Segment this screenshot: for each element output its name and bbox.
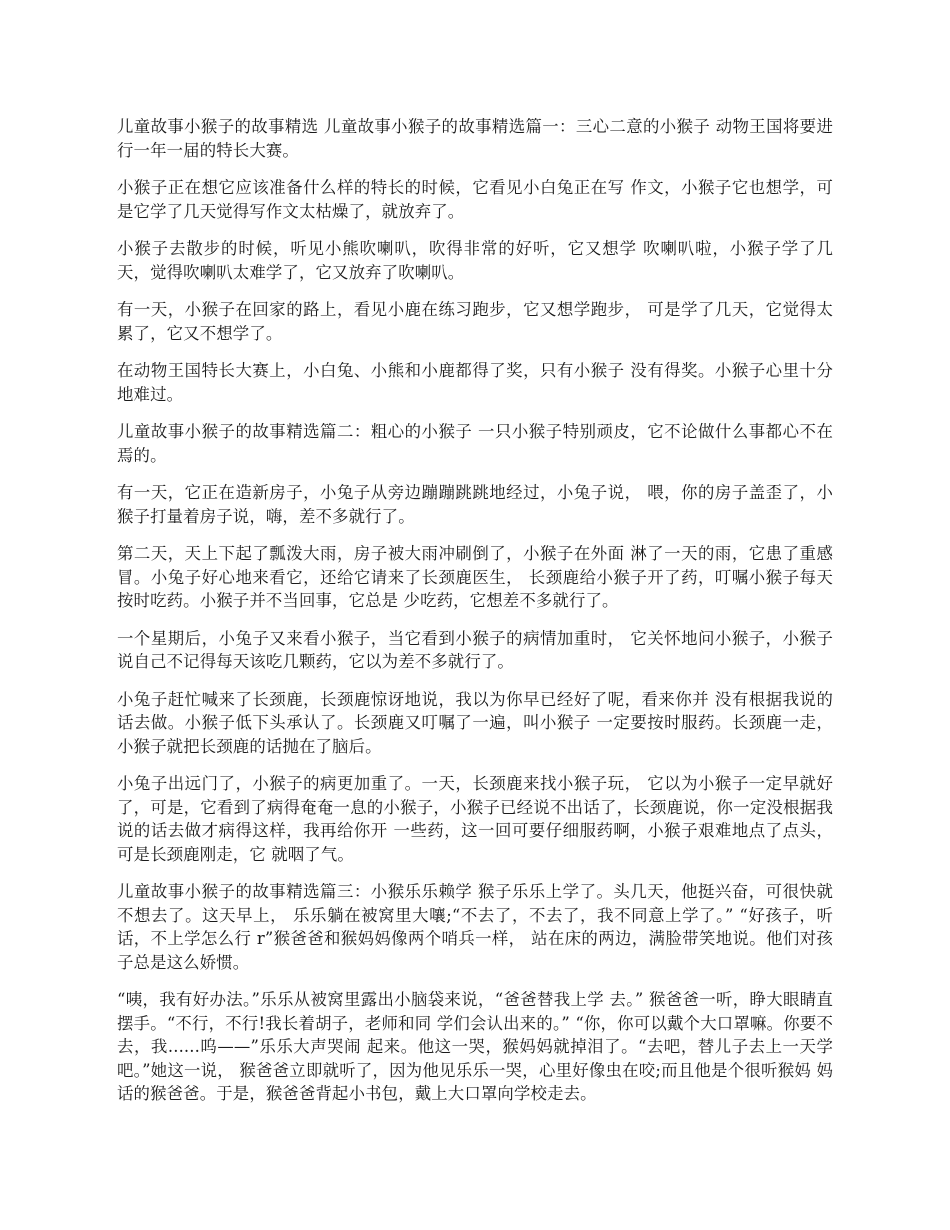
- paragraph-13: “咦，我有好办法。”乐乐从被窝里露出小脑袋来说，“爸爸替我上学 去。” 猴爸爸一听，睁大眼睛直摆手。“不行，不行!我长着胡子，老师和同 学们会认出来的。” “你，你可以戴个大口罩嘛。你要不去，我......呜——”乐乐大声哭闹 起来。他这一哭，猴妈妈就掉泪了。“去吧，替儿子去上一天学吧。”她这一说， 猴爸爸立即就听了，因为他见乐乐一哭，心里好像虫在咬;而且他是个很听猴妈 妈话的猴爸爸。于是，猴爸爸背起小书包，戴上大口罩向学校走去。: [117, 990, 833, 1103]
- paragraph-2: 小猴子正在想它应该准备什么样的特长的时候，它看见小白兔正在写 作文，小猴子它也想学，可是它学了几天觉得写作文太枯燥了，就放弃了。: [117, 178, 833, 221]
- paragraph-11: 小兔子出远门了，小猴子的病更加重了。一天，长颈鹿来找小猴子玩， 它以为小猴子一定早就好了，可是，它看到了病得奄奄一息的小猴子，小猴子已经说不出话了，长颈鹿说，你一定没根据我说的话去做才病得这样，我再给你开 一些药，这一回可要仔细服药啊，小猴子艰难地点了点头，可是长颈鹿刚走，它 就咽了气。: [117, 774, 833, 864]
- paragraph-9: 一个星期后，小兔子又来看小猴子，当它看到小猴子的病情加重时， 它关怀地问小猴子，小猴子说自己不记得每天该吃几颗药，它以为差不多就行了。: [117, 628, 833, 671]
- paragraph-3: 小猴子去散步的时候，听见小熊吹喇叭，吹得非常的好听，它又想学 吹喇叭啦，小猴子学了几天，觉得吹喇叭太难学了，它又放弃了吹喇叭。: [117, 239, 833, 282]
- document-body: [117, 115, 833, 1120]
- paragraph-10: 小兔子赶忙喊来了长颈鹿，长颈鹿惊讶地说，我以为你早已经好了呢，看来你并 没有根据我说的话去做。小猴子低下头承认了。长颈鹿又叮嘱了一遍，叫小猴子 一定要按时服药。长颈鹿一走，小猴子就把长颈鹿的话抛在了脑后。: [117, 689, 833, 756]
- paragraph-8: 第二天，天上下起了瓢泼大雨，房子被大雨冲刷倒了，小猴子在外面 淋了一天的雨，它患了重感冒。小兔子好心地来看它，还给它请来了长颈鹿医生， 长颈鹿给小猴子开了药，叮嘱小猴子每天按时吃药。小猴子并不当回事，它总是 少吃药，它想差不多就行了。: [117, 544, 833, 610]
- paragraph-6: 儿童故事小猴子的故事精选篇二：粗心的小猴子 一只小猴子特别顽皮，它不论做什么事都心不在焉的。: [117, 422, 833, 465]
- paragraph-12: 儿童故事小猴子的故事精选篇三：小猴乐乐赖学 猴子乐乐上学了。头几天，他挺兴奋，可很快就不想去了。这天早上， 乐乐躺在被窝里大嚷;“不去了，不去了，我不同意上学了。” “好孩子，听话，不上学怎么行 r”猴爸爸和猴妈妈像两个哨兵一样， 站在床的两边，满脸带笑地说。他们对孩子总是这么娇惯。: [117, 882, 833, 972]
- paragraph-4: 有一天，小猴子在回家的路上，看见小鹿在练习跑步，它又想学跑步， 可是学了几天，它觉得太累了，它又不想学了。: [117, 300, 833, 343]
- paragraph-7: 有一天，它正在造新房子，小兔子从旁边蹦蹦跳跳地经过，小兔子说， 喂，你的房子盖歪了，小猴子打量着房子说，嗨，差不多就行了。: [117, 483, 833, 526]
- paragraph-1: 儿童故事小猴子的故事精选 儿童故事小猴子的故事精选篇一：三心二意的小猴子 动物王国将要进行一年一届的特长大赛。: [117, 117, 833, 160]
- paragraph-5: 在动物王国特长大赛上，小白兔、小熊和小鹿都得了奖，只有小猴子 没有得奖。小猴子心里十分地难过。: [117, 361, 833, 404]
